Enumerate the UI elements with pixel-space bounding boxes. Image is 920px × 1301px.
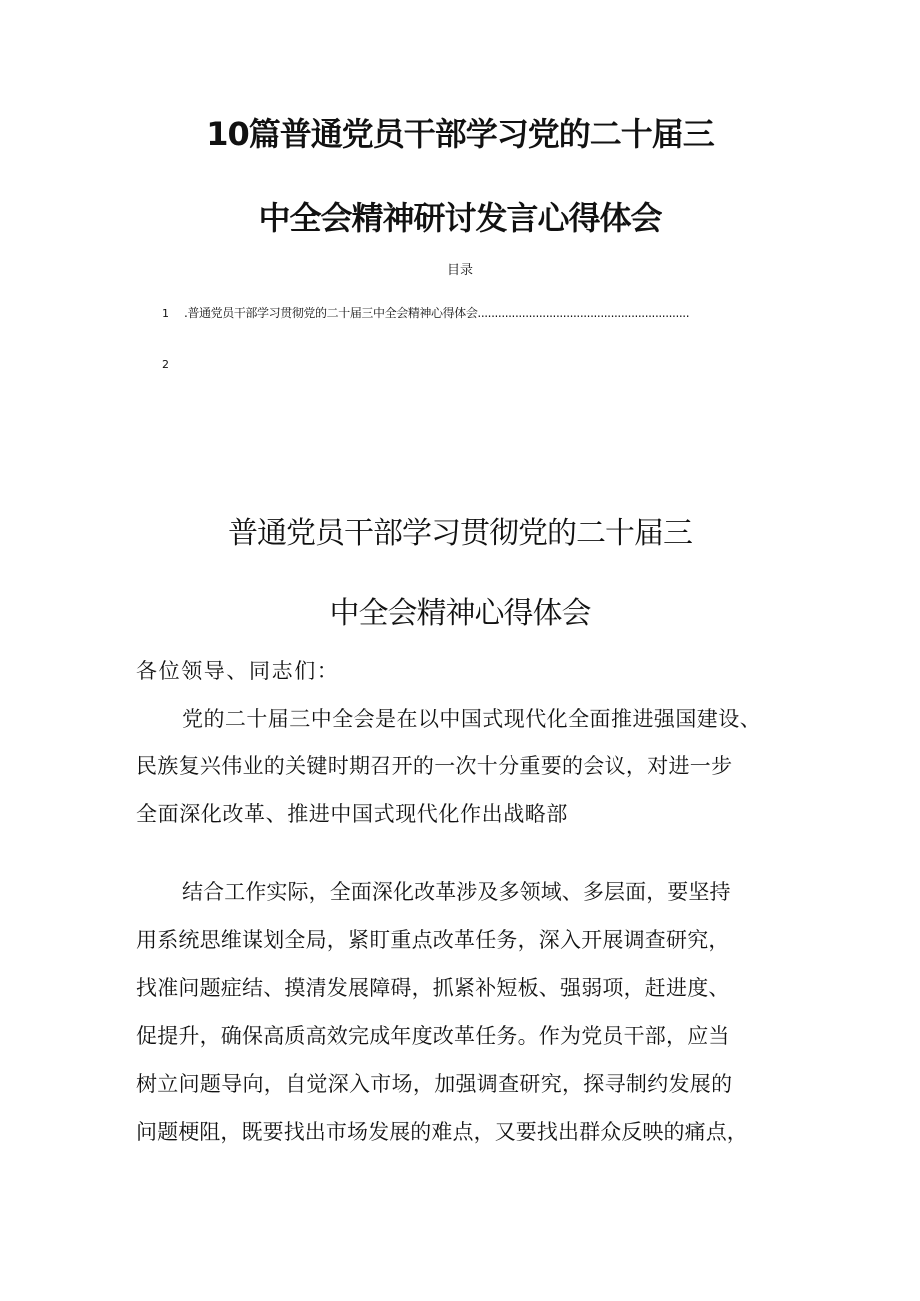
main-title-line-2: 中全会精神研讨发言心得体会 [258, 199, 662, 237]
paragraph-line: 民族复兴伟业的关键时期召开的一次十分重要的会议，对进一步 [136, 754, 733, 778]
toc-entry-2-number: 2 [162, 358, 169, 371]
salutation: 各位领导、同志们： [136, 659, 340, 683]
paragraph-line: 树立问题导向，自觉深入市场，加强调查研究，探寻制约发展的 [136, 1072, 733, 1096]
paragraph-line: 结合工作实际，全面深化改革涉及多领域、多层面，要坚持 [182, 880, 731, 904]
toc-entry-1-number: 1 [162, 307, 169, 320]
toc-heading: 目录 [446, 263, 473, 278]
paragraph-line: 全面深化改革、推进中国式现代化作出战略部 [136, 802, 568, 826]
article-title-line-2: 中全会精神心得体会 [329, 596, 591, 631]
article-title-line-1: 普通党员干部学习贯彻党的二十届三 [228, 516, 692, 551]
paragraph-line: 用系统思维谋划全局，紧盯重点改革任务，深入开展调查研究， [136, 928, 730, 952]
paragraph-line: 促提升，确保高质高效完成年度改革任务。作为党员干部，应当 [136, 1024, 730, 1048]
paragraph-line: 党的二十届三中全会是在以中国式现代化全面推进强国建设、 [182, 707, 762, 731]
paragraph-line: 找准问题症结、摸清发展障碍，抓紧补短板、强弱项，赶进度、 [136, 976, 730, 1000]
toc-entry-1-text[interactable]: .普通党员干部学习贯彻党的二十届三中全会精神心得体会.............................................................. [184, 306, 690, 320]
main-title-line-1: 10篇普通党员干部学习党的二十届三 [206, 115, 714, 153]
paragraph-line: 问题梗阻，既要找出市场发展的难点，又要找出群众反映的痛点， [136, 1120, 748, 1144]
